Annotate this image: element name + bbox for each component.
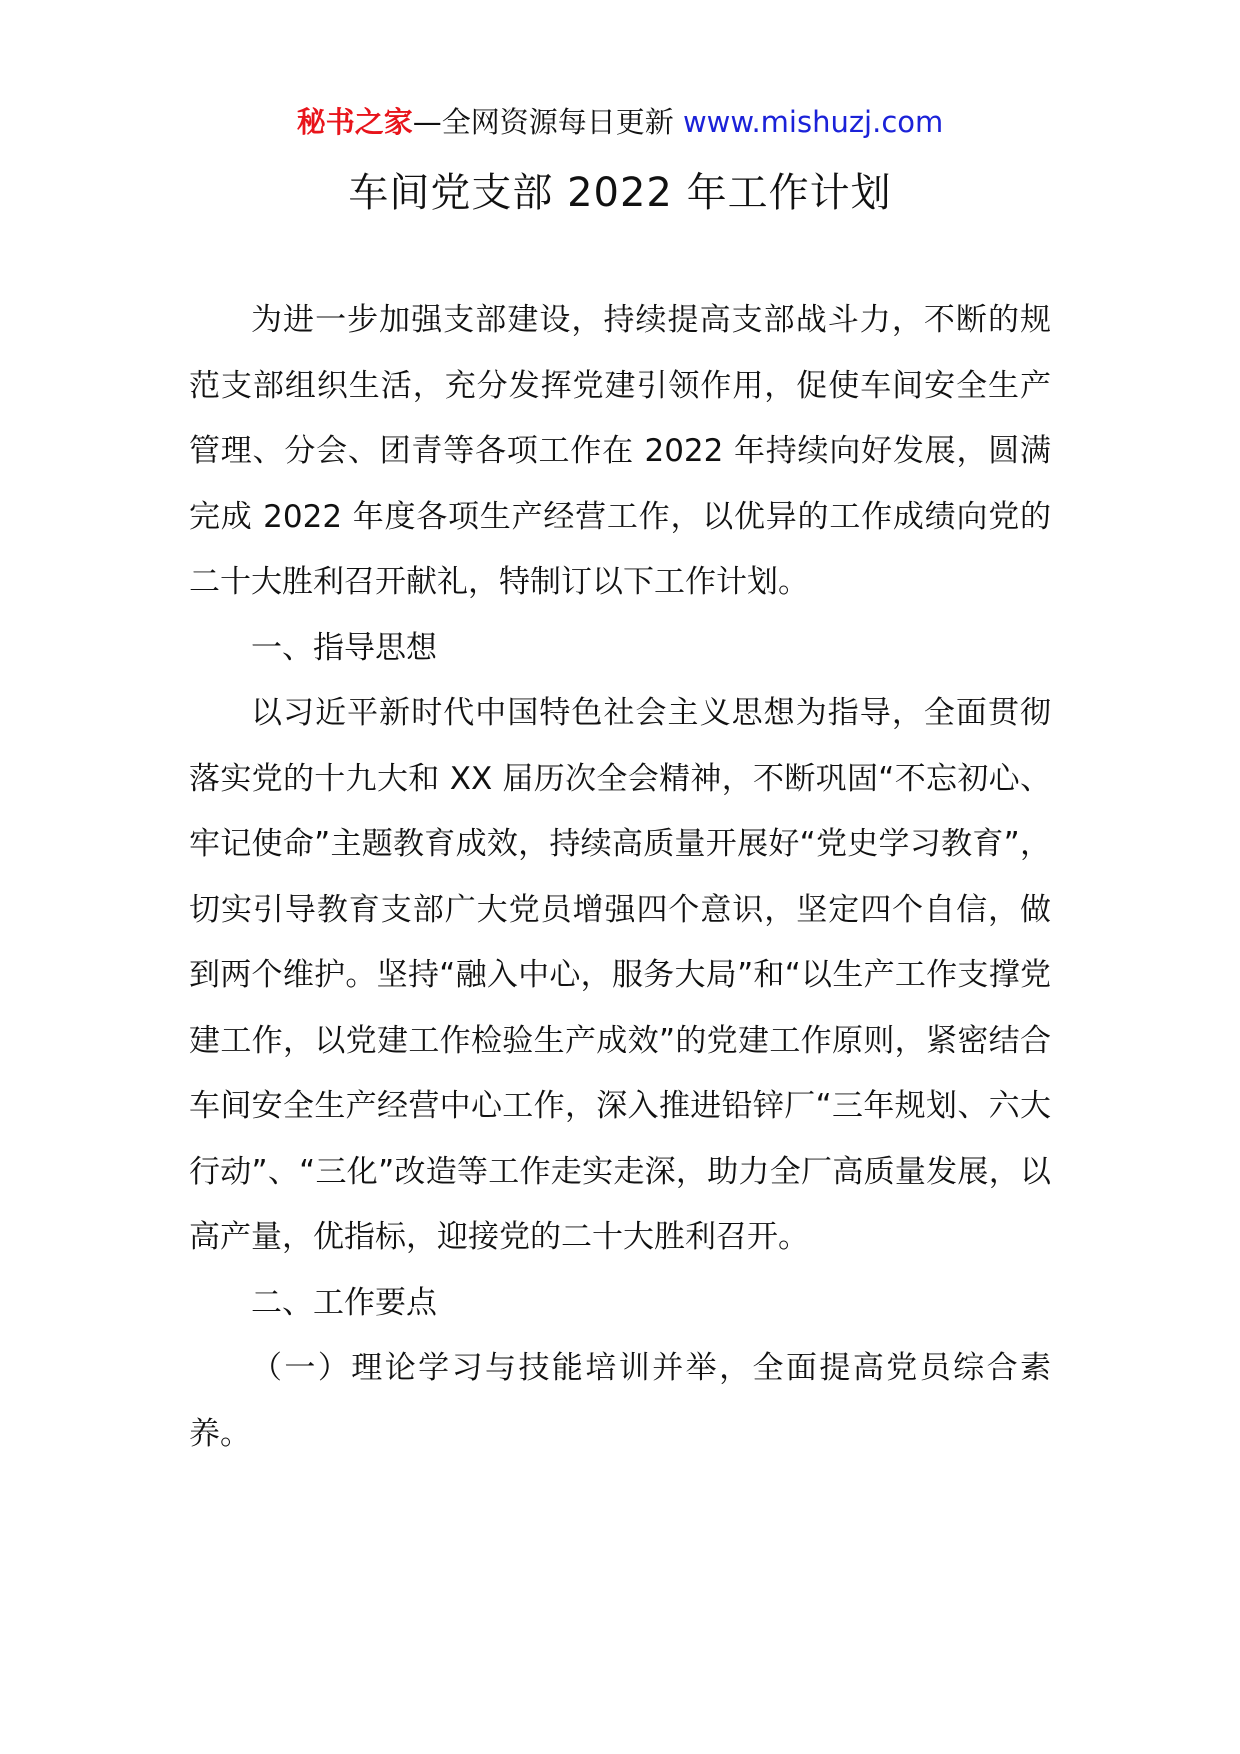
brand-name: 秘书之家 (296, 105, 413, 139)
document-body (189, 288, 1051, 1467)
intro-paragraph: 为进一步加强支部建设，持续提高支部战斗力，不断的规范支部组织生活，充分发挥党建引领作用，促使车间安全生产管理、分会、团青等各项工作在 2022 年持续向好发展，圆满完成 2022 年度各项生产经营工作，以优异的工作成绩向党的二十大胜利召开献礼，特制订以下工作计划。 (189, 302, 1051, 600)
banner-slogan: —全网资源每日更新 (412, 105, 683, 139)
site-url-link[interactable]: www.mishuzj.com (682, 105, 944, 139)
guiding-ideology-paragraph: 以习近平新时代中国特色社会主义思想为指导，全面贯彻落实党的十九大和 XX 届历次全会精神，不断巩固“不忘初心、牢记使命”主题教育成效，持续高质量开展好“党史学习教育”，切实引导教育支部广大党员增强四个意识，坚定四个自信，做到两个维护。坚持“融入中心，服务大局”和“以生产工作支撑党建工作，以党建工作检验生产成效”的党建工作原则，紧密结合车间安全生产经营中心工作，深入推进铅锌厂“三年规划、六大行动”、“三化”改造等工作走实走深，助力全厂高质量发展，以高产量，优指标，迎接党的二十大胜利召开。 (189, 695, 1051, 1255)
site-banner (0, 102, 1240, 142)
document-title: 车间党支部 2022 年工作计划 (348, 170, 892, 216)
section-heading-guiding-ideology: 一、指导思想 (251, 629, 437, 666)
work-point-1-paragraph: （一）理论学习与技能培训并举，全面提高党员综合素养。 (189, 1350, 1051, 1452)
section-heading-work-points: 二、工作要点 (251, 1284, 437, 1321)
